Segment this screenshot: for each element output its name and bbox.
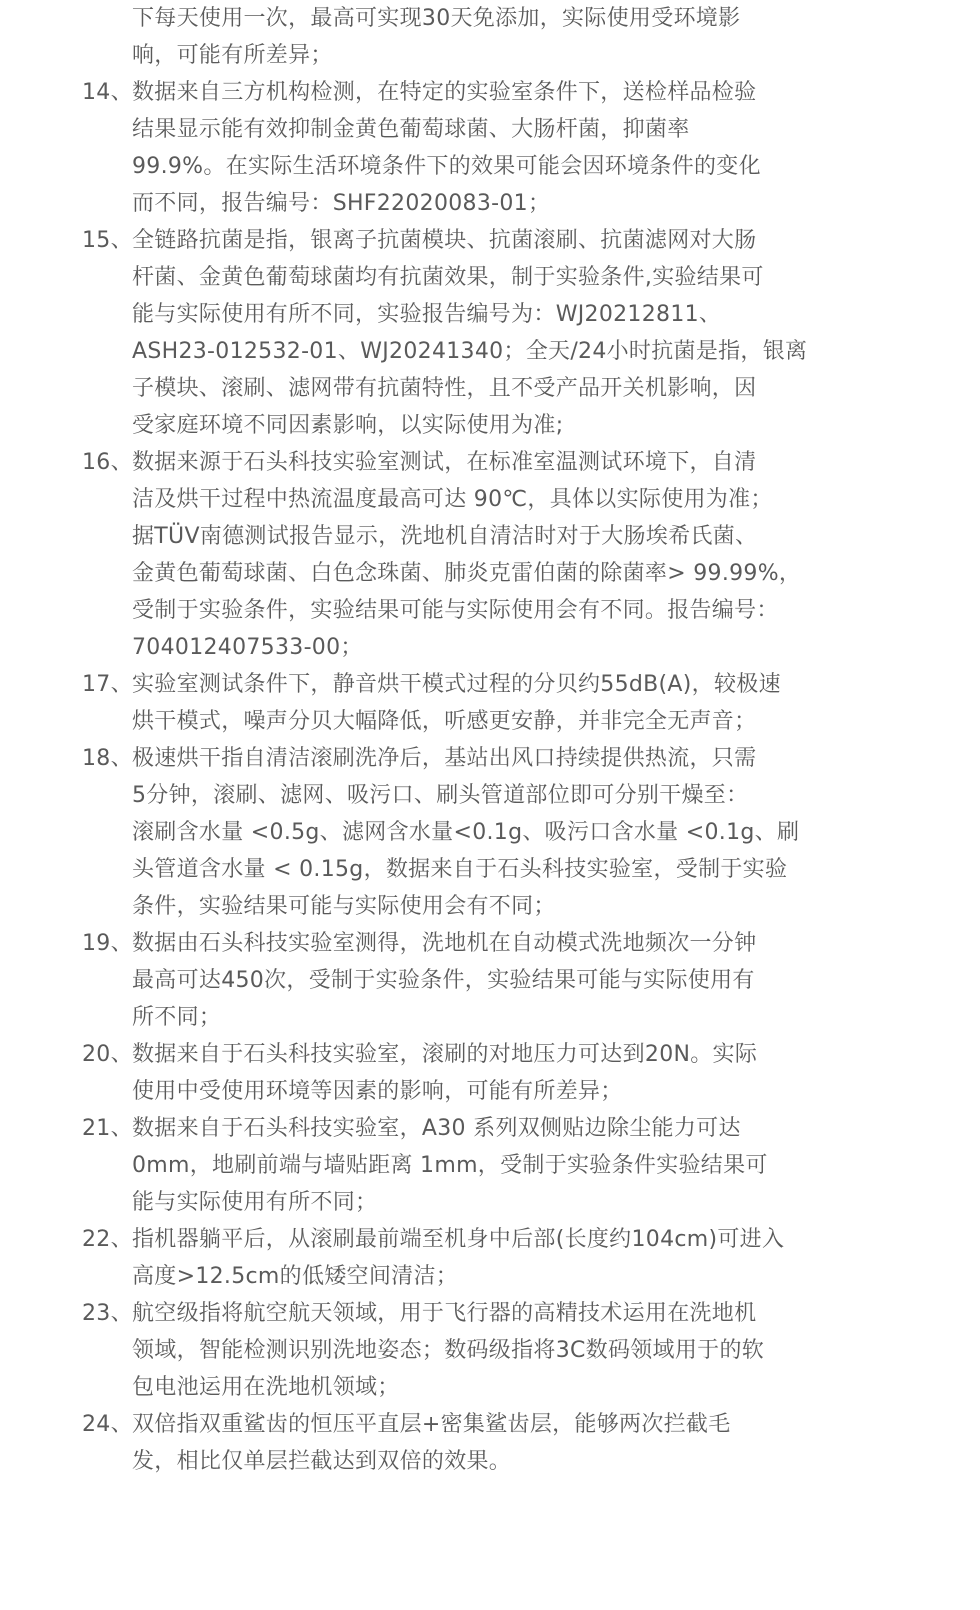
footnote-item [82, 1406, 882, 1480]
footnote-text-line: 子模块、滚刷、滤网带有抗菌特性，且不受产品开关机影响，因 [132, 376, 757, 401]
footnote-number: 23、 [82, 1301, 133, 1326]
footnote-number: 16、 [82, 450, 133, 475]
footnote-text-line: 包电池运用在洗地机领域； [132, 1375, 400, 1400]
footnote-number: 22、 [82, 1227, 133, 1252]
footnote-text-line: 条件，实验结果可能与实际使用会有不同； [132, 894, 556, 919]
footnote-text-line: 0mm，地刷前端与墙贴距离 1mm，受制于实验条件实验结果可 [132, 1153, 768, 1178]
footnote-text-line: 数据来自三方机构检测，在特定的实验室条件下，送检样品检验 [132, 80, 757, 105]
footnote-text-line: ASH23-012532-01、WJ20241340；全天/24小时抗菌是指，银离 [132, 339, 808, 364]
footnote-text-line: 杆菌、金黄色葡萄球菌均有抗菌效果，制于实验条件,实验结果可 [132, 265, 764, 290]
footnote-text [132, 74, 882, 222]
footnote-text-line: 受制于实验条件，实验结果可能与实际使用会有不同。报告编号： [132, 598, 779, 623]
footnote-item [82, 740, 882, 925]
footnote-list [82, 0, 882, 1480]
footnote-number: 19、 [82, 931, 133, 956]
footnote-text [132, 1110, 882, 1221]
footnote-text-line: 据TÜV南德测试报告显示，洗地机自清洁时对于大肠埃希氏菌、 [132, 524, 758, 549]
footnote-number: 18、 [82, 746, 133, 771]
footnote-item [82, 0, 882, 74]
footnote-item [82, 444, 882, 666]
footnote-text-line: 最高可达450次，受制于实验条件，实验结果可能与实际使用有 [132, 968, 755, 993]
footnote-text-line: 滚刷含水量 <0.5g、滤网含水量<0.1g、吸污口含水量 <0.1g、刷 [132, 820, 800, 845]
footnote-text [132, 1036, 882, 1110]
footnote-text-line: 洁及烘干过程中热流温度最高可达 90℃，具体以实际使用为准； [132, 487, 773, 512]
footnote-text-line: 头管道含水量 < 0.15g，数据来自于石头科技实验室，受制于实验 [132, 857, 788, 882]
footnote-text-line: 双倍指双重鲨齿的恒压平直层+密集鲨齿层，能够两次拦截毛 [132, 1412, 731, 1437]
footnote-number: 14、 [82, 80, 133, 105]
footnote-text-line: 704012407533-00； [132, 635, 363, 660]
footnote-text [132, 1295, 882, 1406]
footnote-text-line: 99.9%。在实际生活环境条件下的效果可能会因环境条件的变化 [132, 154, 761, 179]
footnote-text-line: 航空级指将航空航天领域，用于飞行器的高精技术运用在洗地机 [132, 1301, 757, 1326]
footnote-number: 21、 [82, 1116, 133, 1141]
footnote-text [132, 1406, 882, 1480]
footnote-text-line: 结果显示能有效抑制金黄色葡萄球菌、大肠杆菌，抑菌率 [132, 117, 690, 142]
footnote-item [82, 1110, 882, 1221]
footnote-text [132, 444, 882, 666]
footnote-text [132, 925, 882, 1036]
footnote-item [82, 1295, 882, 1406]
footnote-number: 17、 [82, 672, 133, 697]
footnote-text [132, 222, 882, 444]
footnote-text-line: 能与实际使用有所不同，实验报告编号为：WJ20212811、 [132, 302, 722, 327]
footnote-text-line: 下每天使用一次，最高可实现30天免添加，实际使用受环境影 [132, 6, 741, 31]
footnote-item [82, 1036, 882, 1110]
footnote-text-line: 数据来自于石头科技实验室，滚刷的对地压力可达到20N。实际 [132, 1042, 758, 1067]
footnote-text-line: 数据由石头科技实验室测得，洗地机在自动模式洗地频次一分钟 [132, 931, 757, 956]
footnote-text-line: 能与实际使用有所不同； [132, 1190, 378, 1215]
footnote-text-line: 实验室测试条件下，静音烘干模式过程的分贝约55dB(A)，较极速 [132, 672, 781, 697]
footnote-text [132, 666, 882, 740]
footnote-text-line: 响，可能有所差异； [132, 43, 333, 68]
footnote-text-line: 领域，智能检测识别洗地姿态；数码级指将3C数码领域用于的软 [132, 1338, 765, 1363]
footnote-text-line: 数据来源于石头科技实验室测试，在标准室温测试环境下，自清 [132, 450, 757, 475]
footnote-item [82, 666, 882, 740]
footnote-text-line: 烘干模式，噪声分贝大幅降低，听感更安静，并非完全无声音； [132, 709, 757, 734]
footnote-text [132, 0, 882, 74]
footnote-item [82, 74, 882, 222]
footnote-text [132, 740, 882, 925]
footnote-text-line: 而不同，报告编号：SHF22020083-01； [132, 191, 551, 216]
footnote-text-line: 5分钟，滚刷、滤网、吸污口、刷头管道部位即可分别干燥至： [132, 783, 749, 808]
footnote-text-line: 指机器躺平后，从滚刷最前端至机身中后部(长度约104cm)可进入 [132, 1227, 785, 1252]
footnote-item [82, 222, 882, 444]
footnote-text [132, 1221, 882, 1295]
footnote-text-line: 金黄色葡萄球菌、白色念珠菌、肺炎克雷伯菌的除菌率> 99.99%， [132, 561, 802, 586]
footnote-text-line: 全链路抗菌是指，银离子抗菌模块、抗菌滚刷、抗菌滤网对大肠 [132, 228, 757, 253]
footnote-text-line: 使用中受使用环境等因素的影响，可能有所差异； [132, 1079, 623, 1104]
footnote-item [82, 1221, 882, 1295]
footnote-number: 24、 [82, 1412, 133, 1437]
footnote-text-line: 发，相比仅单层拦截达到双倍的效果。 [132, 1449, 512, 1474]
footnote-number: 20、 [82, 1042, 133, 1067]
footnote-item [82, 925, 882, 1036]
footnote-text-line: 受家庭环境不同因素影响，以实际使用为准; [132, 413, 564, 438]
footnote-text-line: 高度>12.5cm的低矮空间清洁； [132, 1264, 459, 1289]
footnote-text-line: 所不同； [132, 1005, 222, 1030]
footnote-text-line: 极速烘干指自清洁滚刷洗净后，基站出风口持续提供热流，只需 [132, 746, 757, 771]
footnote-text-line: 数据来自于石头科技实验室，A30 系列双侧贴边除尘能力可达 [132, 1116, 741, 1141]
footnote-number: 15、 [82, 228, 133, 253]
